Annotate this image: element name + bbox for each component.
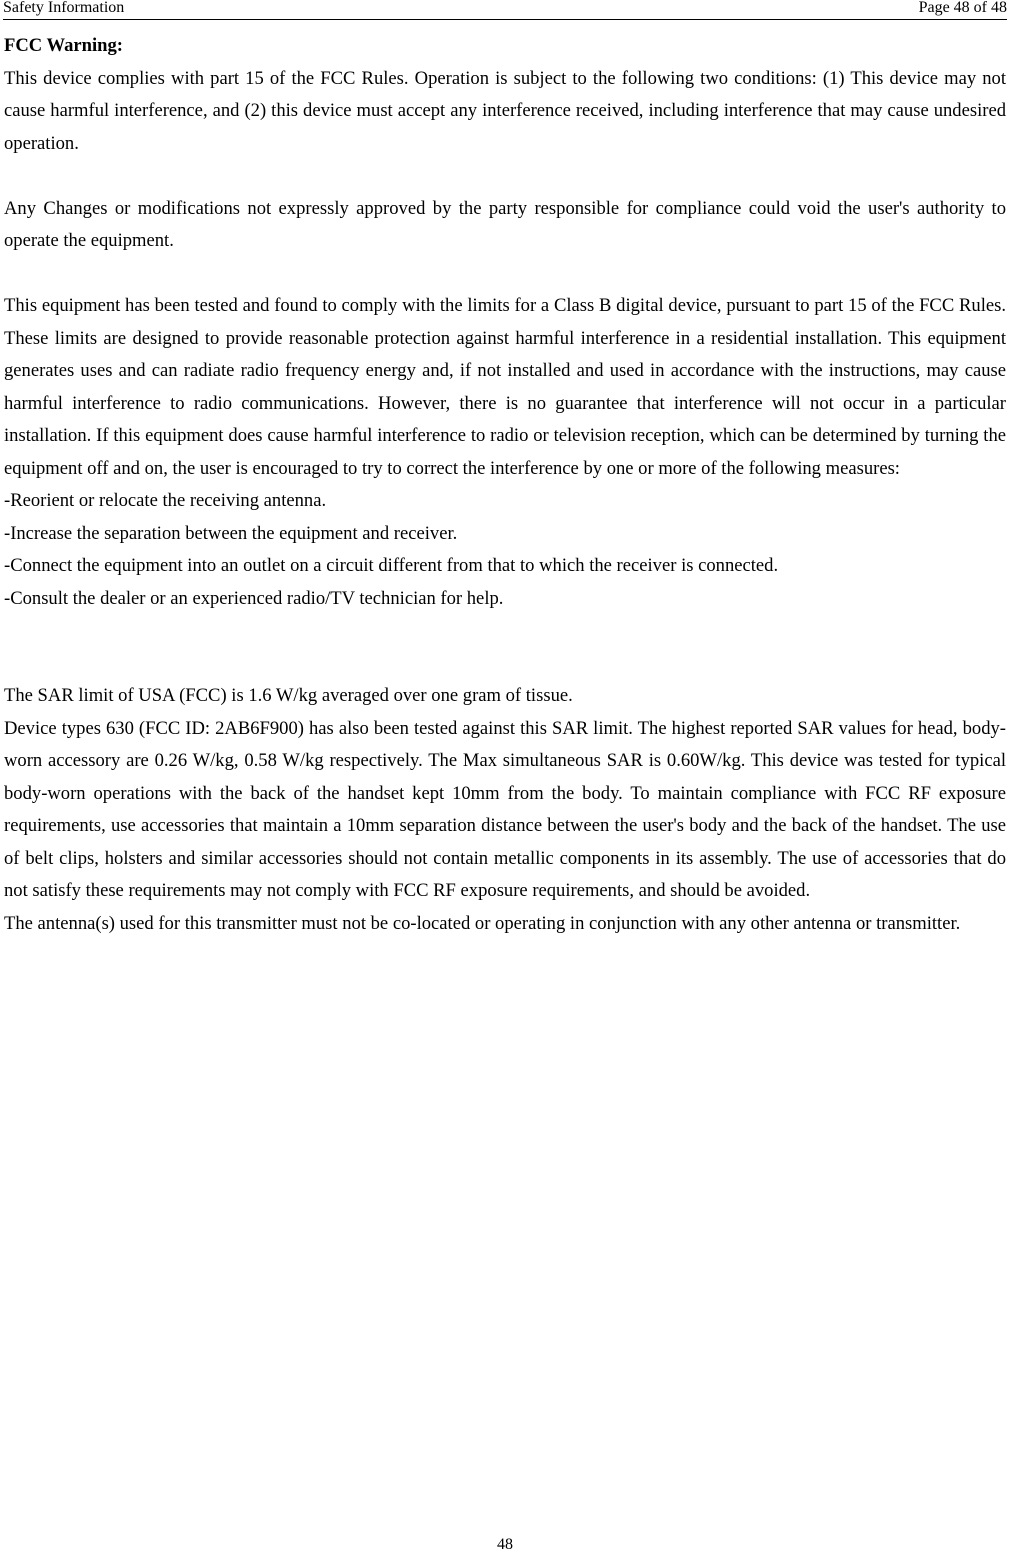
measure-item: -Consult the dealer or an experienced radio/TV technician for help. <box>4 587 504 609</box>
header-page-label: Page 48 of 48 <box>918 0 1007 16</box>
header-section-title: Safety Information <box>3 0 125 16</box>
modifications-paragraph: Any Changes or modifications not expressly approved by the party responsible for compliance could void the user's authority to operate the equipment. <box>4 197 1006 251</box>
antenna-paragraph: The antenna(s) used for this transmitter must not be co-located or operating in conjunction with any other antenna or transmitter. <box>4 912 961 934</box>
document-body <box>4 30 1006 940</box>
measure-item: -Reorient or relocate the receiving antenna. <box>4 490 327 511</box>
paragraph-spacer <box>4 258 1006 291</box>
compliance-paragraph: This device complies with part 15 of the FCC Rules. Operation is subject to the following two conditions: (1) This device may not cause harmful interference, and (2) this device must accept any interference received, including interference that may cause undesired operation. <box>4 67 1006 154</box>
sar-limit-paragraph: The SAR limit of USA (FCC) is 1.6 W/kg averaged over one gram of tissue. <box>4 685 573 706</box>
sar-details-paragraph: Device types 630 (FCC ID: 2AB6F900) has also been tested against this SAR limit. The highest reported SAR values for head, body-worn accessory are 0.26 W/kg, 0.58 W/kg respectively. The Max simultaneous SAR is 0.60W/kg. This device was tested for typical body-worn operations with the back of the handset kept 10mm from the body. To maintain compliance with FCC RF exposure requirements, use accessories that maintain a 10mm separation distance between the user's body and the back of the handset. The use of belt clips, holsters and similar accessories should not contain metallic components in its assembly. The use of accessories that do not satisfy these requirements may not comply with FCC RF exposure requirements, and should be avoided. <box>4 717 1006 901</box>
class-b-paragraph: This equipment has been tested and found to comply with the limits for a Class B digital device, pursuant to part 15 of the FCC Rules. These limits are designed to provide reasonable protection against harmful interference in a residential installation. This equipment generates uses and can radiate radio frequency energy and, if not installed and used in accordance with the instructions, may cause harmful interference to radio communications. However, there is no guarantee that interference will not occur in a particular installation. If this equipment does cause harmful interference to radio or television reception, which can be determined by turning the equipment off and on, the user is encouraged to try to correct the interference by one or more of the following measures: <box>4 295 1006 479</box>
page-footer <box>0 1537 1010 1553</box>
measure-item: -Increase the separation between the equipment and receiver. <box>4 522 458 544</box>
measure-item: -Connect the equipment into an outlet on a circuit different from that to which the receiver is connected. <box>4 555 779 576</box>
footer-page-number: 48 <box>497 1536 513 1553</box>
paragraph-spacer <box>4 658 1006 680</box>
fcc-warning-heading: FCC Warning: <box>4 35 123 56</box>
paragraph-spacer <box>4 160 1006 193</box>
page-header <box>3 0 1007 20</box>
paragraph-spacer <box>4 615 1006 658</box>
